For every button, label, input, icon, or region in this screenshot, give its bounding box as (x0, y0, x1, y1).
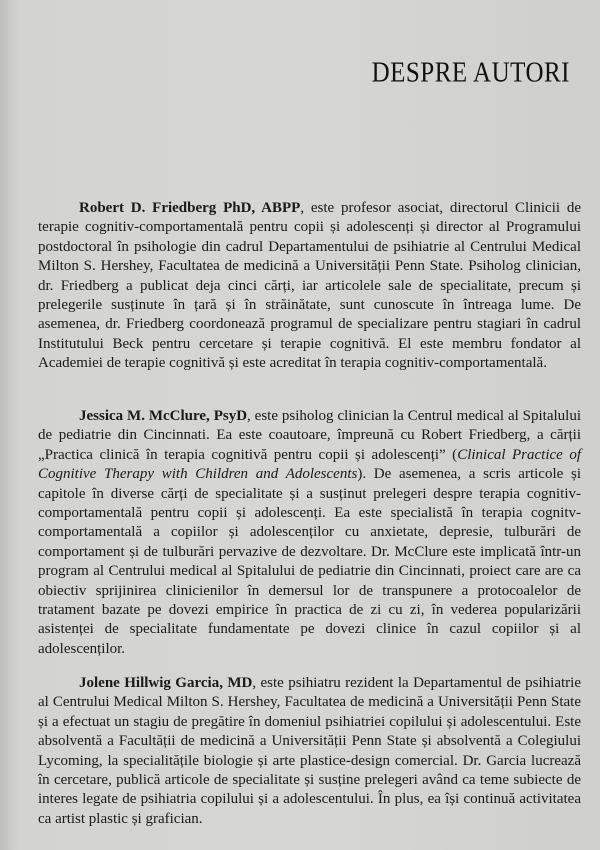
author-name: Jolene Hillwig Garcia, MD (79, 675, 253, 691)
author-bio-garcia (38, 674, 581, 829)
author-bio-text: , este profesor asociat, directorul Clinicii de terapie cognitiv-comportamentală pentru copii și adolescenți și director al Programului postdoctoral în psihologie din cadrul Departamentului de psihiatrie al Centrului Medical Milton S. Hershey, Facultatea de medicină a Universității Penn State. Psiholog clinician, dr. Friedberg a publicat deja cinci cărți, iar articolele sale de specialitate, precum și prelegerile susținute în țară și în străinătate, sunt cunoscute în întreaga lume. De asemenea, dr. Friedberg coordonează programul de specializare pentru stagiari în cadrul Institutului Beck pentru cercetare și terapie cognitivă. El este membru fondator al Academiei de terapie cognitivă și este acreditat în terapia cognitiv-comportamentală. (38, 200, 581, 372)
author-bio-mcclure (38, 407, 581, 659)
author-name: Robert D. Friedberg PhD, ABPP (79, 200, 301, 216)
author-bio-text-continued: ). De asemenea, a scris articole și capitole în diverse cărți de specialitate și a susținut prelegeri despre terapia cognitiv-comportamentală pentru copii și adolescenți. Ea este specialistă în terapia cognitv-comportamentală a copiilor și adolescenților cu anxietate, depresie, tulburări de comportament și de tulburări pervazive de dezvoltare. Dr. McClure este implicată într-un program al Centrului medical al Spitalului de pediatrie din Cincinnati, proiect care are ca obiectiv sprijinirea clinicienilor în demersul lor de transpunere a protocoalelor de tratament bazate pe dovezi empirice în practica de zi cu zi, în vederea popularizării asistenței de specialitate fundamentate pe dovezi clinice în cazul copiilor și al adolescenților. (38, 466, 581, 657)
author-bio-text: , este psihiatru rezident la Departamentul de psihiatrie al Centrului Medical Milton S. Hershey, Facultatea de medicină a Universității Penn State și a efectuat un stagiu de pregătire în domeniul psihiatriei copilului și adolescentului. Este absolventă a Facultății de medicină a Universității Penn State și absolventă a Colegiului Lycoming, la specialitățile biologie și arte plastice-design comercial. Dr. Garcia lucrează în cercetare, publică articole de specialitate și susține prelegeri având ca teme subiecte de interes legate de psihiatria copilului și a adolescentului. În plus, ea își continuă activitatea ca artist plastic și grafician. (38, 675, 581, 827)
author-bio-friedberg (38, 199, 581, 374)
author-name: Jessica M. McClure, PsyD (79, 408, 248, 424)
book-title-english: Clinical Practice of Cognitive Therapy with Children and Adolescents (38, 446, 581, 483)
author-bio-text: , este psiholog clinician la Centrul medical al Spitalului de pediatrie din Cincinnati. Ea este coautoare, împreună cu Robert Friedberg, a cărții „Practica clinică în terapia cognitivă pentru copii și adolescenți” ( (38, 408, 581, 463)
page-heading: DESPRE AUTORI (371, 58, 570, 89)
